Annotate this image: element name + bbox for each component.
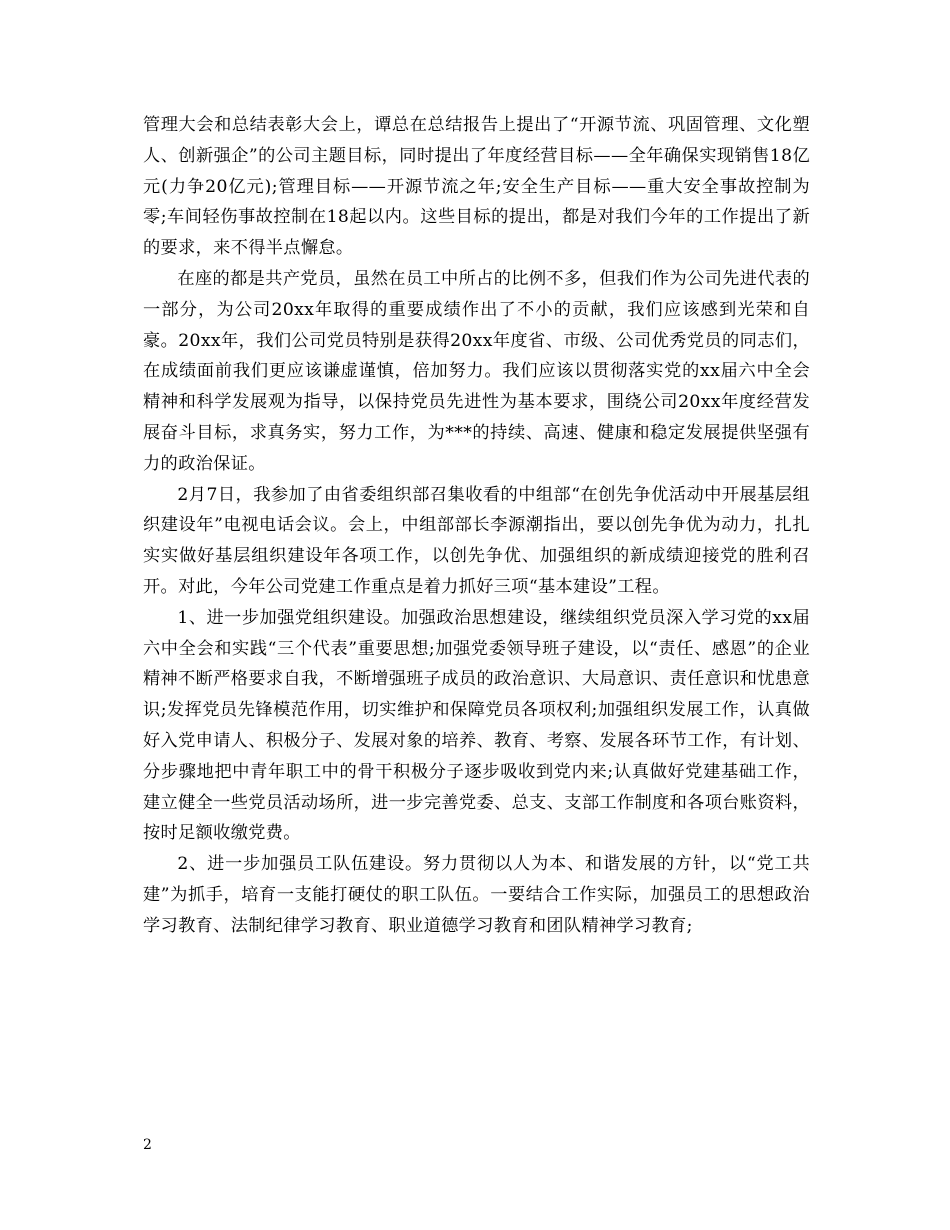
paragraph-conference: 2月7日，我参加了由省委组织部召集收看的中组部“在创先争优活动中开展基层组织建设年”电视电话会议。会上，中组部部长李源潮指出，要以创先争优为动力，扎扎实实做好基层组织建设年各项工作，以创先争优、加强组织的新成绩迎接党的胜利召开。对此，今年公司党建工作重点是着力抓好三项“基本建设”工程。 — [143, 484, 810, 597]
paragraph-party-members: 在座的都是共产党员，虽然在员工中所占的比例不多，但我们作为公司先进代表的一部分，为公司20xx年取得的重要成绩作出了不小的贡献，我们应该感到光荣和自豪。20xx年，我们公司党员特别是获得20xx年度省、市级、公司优秀党员的同志们，在成绩面前我们更应该谦虚谨慎，倍加努力。我们应该以贯彻落实党的xx届六中全会精神和科学发展观为指导，以保持党员先进性为基本要求，围绕公司20xx年度经营发展奋斗目标，求真务实，努力工作，为***的持续、高速、健康和稳定发展提供坚强有力的政治保证。 — [143, 268, 810, 474]
paragraph-item-1: 1、进一步加强党组织建设。加强政治思想建设，继续组织党员深入学习党的xx届六中全会和实践“三个代表”重要思想;加强党委领导班子建设，以“责任、感恩”的企业精神不断严格要求自我，不断增强班子成员的政治意识、大局意识、责任意识和忧患意识;发挥党员先锋模范作用，切实维护和保障党员各项权利;加强组织发展工作，认真做好入党申请人、积极分子、发展对象的培养、教育、考察、发展各环节工作，有计划、分步骤地把中青年职工中的骨干积极分子逐步吸收到党内来;认真做好党建基础工作，建立健全一些党员活动场所，进一步完善党委、总支、支部工作制度和各项台账资料，按时足额收缴党费。 — [143, 607, 810, 844]
document-body — [143, 110, 810, 942]
page-number: 2 — [143, 1137, 152, 1153]
paragraph-item-2: 2、进一步加强员工队伍建设。努力贯彻以人为本、和谐发展的方针，以“党工共建”为抓手，培育一支能打硬仗的职工队伍。一要结合工作实际，加强员工的思想政治学习教育、法制纪律学习教育、职业道德学习教育和团队精神学习教育; — [143, 854, 810, 936]
paragraph-continued: 管理大会和总结表彰大会上，谭总在总结报告上提出了“开源节流、巩固管理、文化塑人、创新强企”的公司主题目标，同时提出了年度经营目标——全年确保实现销售18亿元(力争20亿元);管理目标——开源节流之年;安全生产目标——重大安全事故控制为零;车间轻伤事故控制在18起以内。这些目标的提出，都是对我们今年的工作提出了新的要求，来不得半点懈怠。 — [143, 115, 810, 259]
